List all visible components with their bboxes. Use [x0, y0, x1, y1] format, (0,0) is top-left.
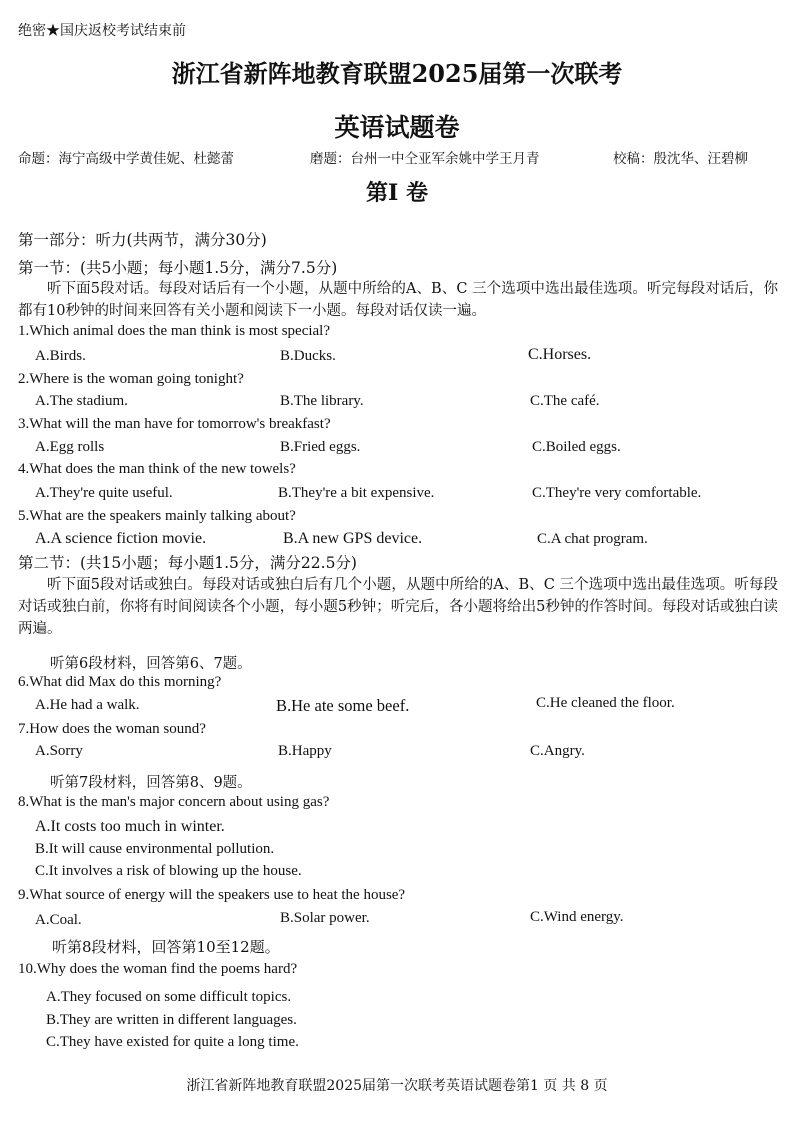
paper-subtitle: 英语试题卷	[334, 113, 460, 142]
question-4: 4.What does the man think of the new towels?	[18, 461, 296, 477]
q2-option-b: B.The library.	[280, 393, 364, 409]
q6-option-a: A.He had a walk.	[35, 697, 140, 713]
question-2: 2.Where is the woman going tonight?	[18, 371, 244, 387]
author-credit: 命题：海宁高级中学黄佳妮、杜懿蕾	[18, 151, 234, 167]
question-5: 5.What are the speakers mainly talking about?	[18, 508, 296, 524]
question-6: 6.What did Max do this morning?	[18, 674, 222, 690]
q10-option-c: C.They have existed for quite a long time.	[46, 1034, 299, 1050]
q9-option-c: C.Wind energy.	[530, 909, 624, 925]
reviewer-credit: 磨题：台州一中仝亚军余姚中学王月青	[310, 151, 540, 167]
material-8-instruction: 听第8段材料，回答第10至12题。	[52, 938, 280, 956]
volume-heading: 第I 卷	[366, 180, 428, 206]
section1-instructions: 听下面5段对话。每段对话后有一个小题，从题中所给的A、B、C 三个选项中选出最佳选项。听完每段对话后，你都有10秒钟的时间来回答有关小题和阅读下一小题。每段对话仅读一遍。	[18, 281, 778, 319]
q8-option-a: A.It costs too much in winter.	[35, 818, 225, 835]
q1-option-b: B.Ducks.	[280, 348, 336, 364]
material-7-instruction: 听第7段材料，回答第8、9题。	[50, 775, 252, 791]
q9-option-b: B.Solar power.	[280, 910, 370, 926]
section2-heading: 第二节：(共15小题；每小题1.5分，满分22.5分)	[18, 554, 357, 572]
q3-option-c: C.Boiled eggs.	[532, 439, 621, 455]
q10-option-b: B.They are written in different languages.	[46, 1012, 297, 1028]
q4-option-c: C.They're very comfortable.	[532, 485, 702, 501]
q7-option-a: A.Sorry	[35, 743, 83, 759]
q8-option-b: B.It will cause environmental pollution.	[35, 841, 275, 857]
q10-option-a: A.They focused on some difficult topics.	[46, 989, 292, 1005]
page-footer: 浙江省新阵地教育联盟2025届第一次联考英语试题卷第1 页 共 8 页	[186, 1078, 608, 1094]
q9-option-a: A.Coal.	[35, 912, 82, 928]
q4-option-a: A.They're quite useful.	[35, 485, 173, 501]
q5-option-c: C.A chat program.	[537, 531, 648, 547]
section1-heading: 第一节：(共5小题；每小题1.5分，满分7.5分)	[18, 259, 338, 277]
q7-option-c: C.Angry.	[530, 743, 585, 759]
confidential-label: 绝密★国庆返校考试结束前	[18, 23, 186, 39]
section2-instructions: 听下面5段对话或独白。每段对话或独白后有几个小题，从题中所给的A、B、C 三个选项中选出最佳选项。听每段对话或独白前，你将有时间阅读各个小题，每小题5秒钟；听完后，各小题将给出5秒钟的作答时间。每段对话或独白读两遍。	[18, 577, 778, 637]
question-1: 1.Which animal does the man think is most special?	[18, 323, 331, 339]
q4-option-b: B.They're a bit expensive.	[278, 485, 435, 501]
q8-option-c: C.It involves a risk of blowing up the house.	[35, 863, 302, 879]
question-7: 7.How does the woman sound?	[18, 721, 206, 737]
q2-option-a: A.The stadium.	[35, 393, 128, 409]
q3-option-a: A.Egg rolls	[35, 439, 105, 455]
q2-option-c: C.The café.	[530, 393, 600, 409]
q1-option-a: A.Birds.	[35, 348, 86, 364]
material-6-instruction: 听第6段材料，回答第6、7题。	[50, 656, 252, 672]
question-9: 9.What source of energy will the speakers use to heat the house?	[18, 887, 406, 903]
question-3: 3.What will the man have for tomorrow's breakfast?	[18, 416, 331, 432]
q5-option-b: B.A new GPS device.	[283, 530, 423, 547]
part1-heading: 第一部分：听力(共两节，满分30分)	[18, 231, 267, 249]
q6-option-c: C.He cleaned the floor.	[536, 695, 675, 711]
q1-option-c: C.Horses.	[528, 346, 592, 363]
proofreader-credit: 校稿：殷沈华、汪碧柳	[613, 151, 748, 167]
exam-title: 浙江省新阵地教育联盟2025届第一次联考	[171, 59, 623, 88]
q5-option-a: A.A science fiction movie.	[35, 530, 207, 547]
question-10: 10.Why does the woman find the poems hard?	[18, 961, 298, 977]
q3-option-b: B.Fried eggs.	[280, 439, 361, 455]
question-8: 8.What is the man's major concern about using gas?	[18, 794, 330, 810]
q7-option-b: B.Happy	[278, 743, 332, 759]
q6-option-b: B.He ate some beef.	[276, 696, 410, 715]
